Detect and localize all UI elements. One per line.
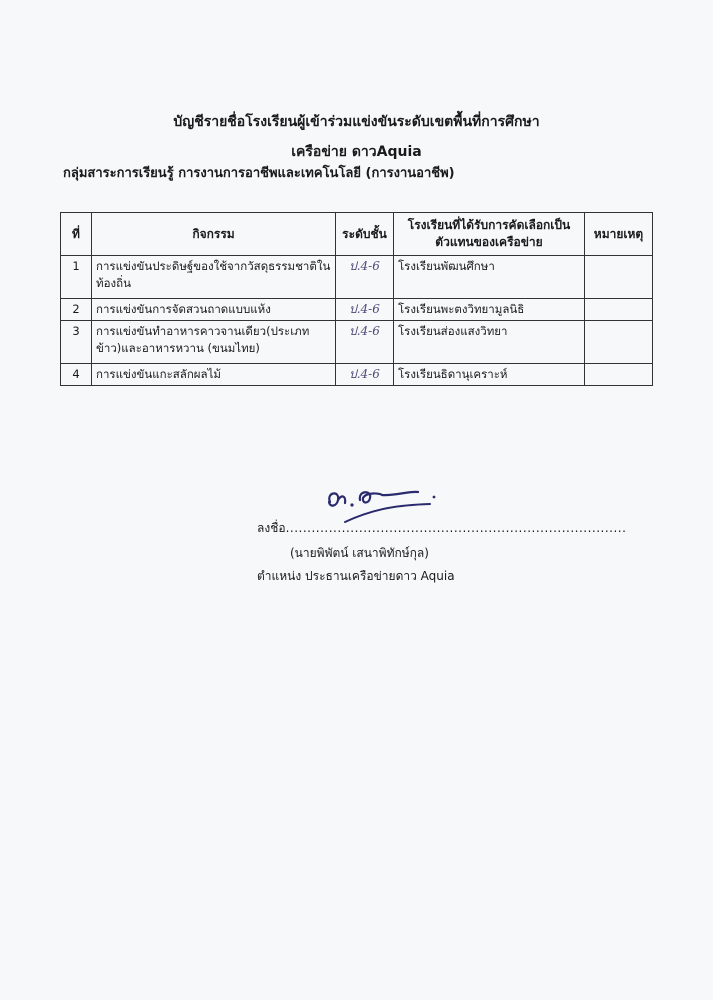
row-no: 1 — [61, 256, 92, 299]
row-activity: การแข่งขันประดิษฐ์ของใช้จากวัสดุธรรมชาติในท้องถิ่น — [92, 256, 336, 299]
table-header-row — [61, 213, 653, 256]
header-activity: กิจกรรม — [92, 213, 336, 256]
row-no: 3 — [61, 321, 92, 364]
row-level: ป.4-6 — [336, 299, 394, 321]
school-list-table — [60, 212, 653, 386]
row-remark — [585, 364, 653, 386]
table-row — [61, 299, 653, 321]
table-row — [61, 364, 653, 386]
signer-name: (นายพิพัตน์ เสนาพิทักษ์กุล) — [290, 546, 429, 560]
row-school: โรงเรียนส่องแสงวิทยา — [394, 321, 585, 364]
row-no: 4 — [61, 364, 92, 386]
network-title: เครือข่าย ดาวAquia — [291, 144, 422, 160]
header-remark: หมายเหตุ — [585, 213, 653, 256]
learning-group-label: กลุ่มสาระการเรียนรู้ การงานการอาชีพและเทคโนโลยี (การงานอาชีพ) — [63, 166, 455, 181]
signature-dots: ............................................................................... — [285, 521, 627, 535]
row-remark — [585, 256, 653, 299]
table-row — [61, 321, 653, 364]
row-level: ป.4-6 — [336, 256, 394, 299]
row-no: 2 — [61, 299, 92, 321]
row-level: ป.4-6 — [336, 321, 394, 364]
row-activity: การแข่งขันทำอาหารคาวจานเดียว(ประเภทข้าว)และอาหารหวาน (ขนมไทย) — [92, 321, 336, 364]
header-level: ระดับชั้น — [336, 213, 394, 256]
table-row — [61, 256, 653, 299]
header-school: โรงเรียนที่ได้รับการคัดเลือกเป็นตัวแทนของเครือข่าย — [394, 213, 585, 256]
row-remark — [585, 321, 653, 364]
document-title: บัญชีรายชื่อโรงเรียนผู้เข้าร่วมแข่งขันระดับเขตพื้นที่การศึกษา — [173, 114, 540, 130]
row-school: โรงเรียนธิดานุเคราะห์ — [394, 364, 585, 386]
row-level: ป.4-6 — [336, 364, 394, 386]
row-remark — [585, 299, 653, 321]
row-activity: การแข่งขันแกะสลักผลไม้ — [92, 364, 336, 386]
signer-position: ตำแหน่ง ประธานเครือข่ายดาว Aquia — [257, 569, 455, 583]
signature-line — [257, 520, 626, 536]
signature-label: ลงชื่อ — [257, 521, 286, 535]
row-activity: การแข่งขันการจัดสวนถาดแบบแห้ง — [92, 299, 336, 321]
header-no: ที่ — [61, 213, 92, 256]
row-school: โรงเรียนพะตงวิทยามูลนิธิ — [394, 299, 585, 321]
row-school: โรงเรียนพัฒนศึกษา — [394, 256, 585, 299]
